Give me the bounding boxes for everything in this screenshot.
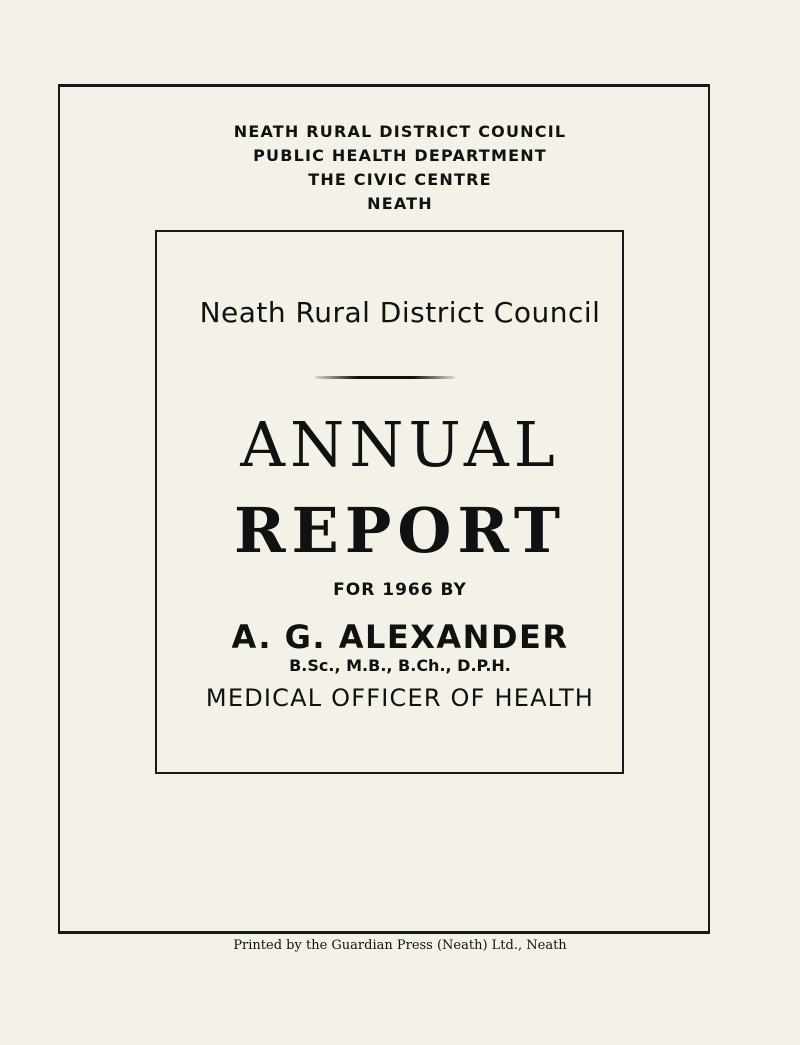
council-name: Neath Rural District Council [199, 296, 601, 329]
header-building: THE CIVIC CENTRE [308, 170, 492, 189]
author-role: MEDICAL OFFICER OF HEALTH [205, 684, 595, 712]
title-report: REPORT [234, 494, 566, 567]
report-year: FOR 1966 BY [333, 580, 467, 600]
title-annual: ANNUAL [240, 408, 560, 481]
divider-rule [315, 376, 455, 379]
author-name: A. G. ALEXANDER [231, 618, 569, 656]
printer-imprint: Printed by the Guardian Press (Neath) Ltd., Neath [233, 938, 567, 953]
header-town: NEATH [367, 194, 433, 213]
header-department: PUBLIC HEALTH DEPARTMENT [253, 146, 547, 165]
header-council: NEATH RURAL DISTRICT COUNCIL [233, 122, 567, 141]
author-degrees: B.Sc., M.B., B.Ch., D.P.H. [289, 656, 511, 675]
